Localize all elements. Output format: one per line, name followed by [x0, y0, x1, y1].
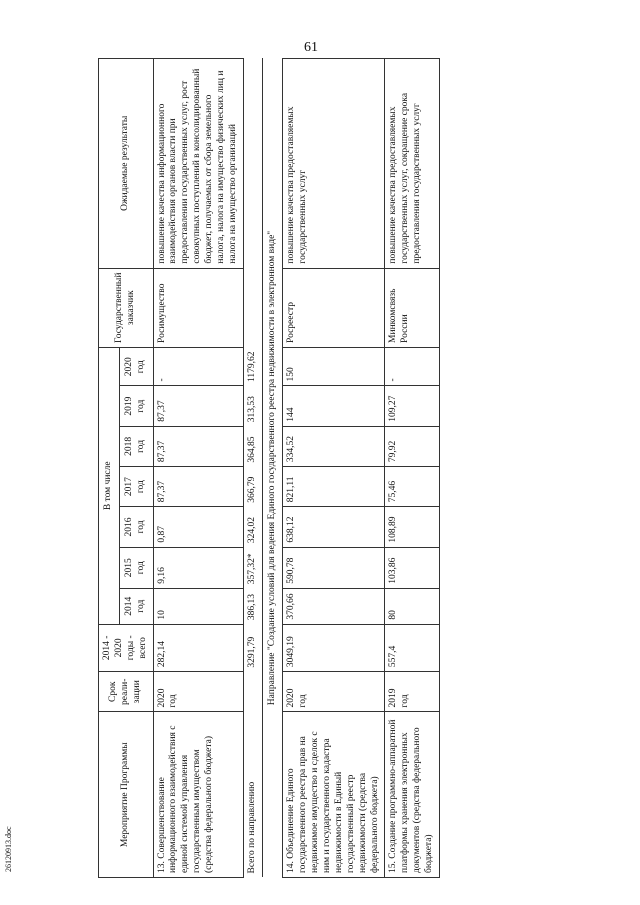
year-value-cell: 324,02	[243, 507, 262, 547]
document-code: 26120913.doc	[4, 826, 13, 872]
header-year: 2015 год	[119, 547, 153, 588]
customer-cell: Минкомсвязь России	[385, 268, 440, 347]
year-value-cell: 87,37	[153, 467, 243, 507]
header-customer: Государственный заказчик	[99, 268, 154, 347]
header-results: Ожидаемые результаты	[99, 59, 154, 269]
year-value-cell: 79,92	[385, 426, 440, 466]
year-value-cell: 638,12	[283, 507, 385, 547]
total-cell: 557,4	[385, 624, 440, 672]
activity-cell: 13. Совершенствование информационного взаимодействия с единой системой управления государственным имуществом (средства федерального бюджета)	[153, 712, 243, 878]
year-value-cell: 364,85	[243, 426, 262, 466]
total-cell: 282,14	[153, 624, 243, 672]
year-value-cell: 590,78	[283, 547, 385, 588]
header-year: 2016 год	[119, 507, 153, 547]
year-value-cell: 109,27	[385, 386, 440, 426]
year-value-cell: 9,16	[153, 547, 243, 588]
year-value-cell: 10	[153, 588, 243, 624]
header-term: Срок реали-зации	[99, 672, 154, 712]
total-row	[243, 59, 262, 878]
results-cell: повышение качества информационного взаимодействия органов власти при предоставлении государственных услуг, рост совокупных поступлений в консолидированный бюджет, получаемых от сбора земельного налога, налога на имущество физических лиц и налога на имущество организаций	[153, 59, 243, 269]
rotated-table-container	[98, 58, 638, 878]
header-year: 2020 год	[119, 347, 153, 386]
year-value-cell: 334,52	[283, 426, 385, 466]
year-value-cell: -	[385, 347, 440, 386]
year-value-cell: 87,37	[153, 426, 243, 466]
header-activity: Мероприятие Программы	[99, 712, 154, 878]
activity-cell: 14. Объединение Единого государственного реестра прав на недвижимое имущество и сделок с ним и государственного кадастра недвижимости в Единый государственный реестр недвижимости (средства федерального бюджета)	[283, 712, 385, 878]
year-value-cell: 80	[385, 588, 440, 624]
year-value-cell: 108,89	[385, 507, 440, 547]
table-row-15	[385, 59, 440, 878]
year-value-cell: 75,46	[385, 467, 440, 507]
table-row-14	[283, 59, 385, 878]
term-cell: 2019 год	[385, 672, 440, 712]
header-year: 2019 год	[119, 386, 153, 426]
year-value-cell: 103,86	[385, 547, 440, 588]
page-number: 61	[304, 40, 318, 55]
activity-cell: 15. Создание программно-аппаратной платформы хранения электронных документов (средства федерального бюджета)	[385, 712, 440, 878]
direction-heading: Направление "Создание условий для ведения Единого государственного реестра недвижимости в электронном виде"	[262, 59, 283, 878]
direction-row	[262, 59, 283, 878]
term-cell: 2020 год	[153, 672, 243, 712]
program-table	[98, 58, 440, 878]
header-year: 2017 год	[119, 467, 153, 507]
year-value-cell: 386,13	[243, 588, 262, 624]
table-row-13	[153, 59, 243, 878]
year-value-cell: 144	[283, 386, 385, 426]
year-value-cell: 357,32*	[243, 547, 262, 588]
customer-cell: Росимущество	[153, 268, 243, 347]
total-label: Всего по направлению	[243, 672, 262, 878]
header-total: 2014 - 2020 годы - всего	[99, 624, 154, 672]
year-value-cell: 313,53	[243, 386, 262, 426]
total-cell: 3049,19	[283, 624, 385, 672]
header-row-1	[99, 59, 120, 878]
header-year: 2018 год	[119, 426, 153, 466]
customer-cell: Росреестр	[283, 268, 385, 347]
results-cell: повышение качества предоставляемых государственных услуг	[283, 59, 385, 269]
header-year: 2014 год	[119, 588, 153, 624]
year-value-cell: 366,79	[243, 467, 262, 507]
year-value-cell: 370,66	[283, 588, 385, 624]
total-cell: 3291,79	[243, 624, 262, 672]
header-including: В том числе	[99, 347, 120, 624]
term-cell: 2020 год	[283, 672, 385, 712]
year-value-cell: -	[153, 347, 243, 386]
year-value-cell: 821,11	[283, 467, 385, 507]
year-value-cell: 1179,62	[243, 347, 262, 386]
year-value-cell: 0,87	[153, 507, 243, 547]
year-value-cell: 150	[283, 347, 385, 386]
year-value-cell: 87,37	[153, 386, 243, 426]
results-cell: повышение качества предоставляемых государственных услуг, сокращение срока предоставления государственных услуг	[385, 59, 440, 269]
